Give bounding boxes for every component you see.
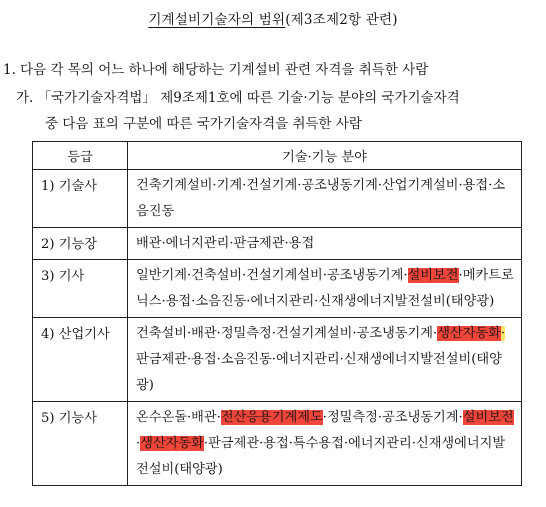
field-cell <box>128 170 522 228</box>
table-row <box>33 170 522 228</box>
qualification-table <box>32 141 522 486</box>
field-cell <box>128 402 522 486</box>
field-text: · <box>136 436 141 451</box>
document-title <box>0 8 546 28</box>
table-row <box>33 402 522 486</box>
header-grade: 등급 <box>33 142 128 170</box>
grade-cell: 4) 산업기사 <box>33 318 128 402</box>
highlighted-field: 설비보전 <box>462 410 514 425</box>
table-row <box>33 318 522 402</box>
field-text: 건축설비·배관·정밀측정·건설기계설비·공조냉동기계· <box>136 326 438 341</box>
table-row <box>33 228 522 260</box>
item-1a-line1: 가. 「국가기술자격법」 제9조제1호에 따른 기술·기능 분야의 국가기술자격 <box>16 90 460 106</box>
field-text: 판금제관·용접·소음진동·에너지관리·신재생에너지발전설비(태양광) <box>136 352 502 393</box>
table-row <box>33 260 522 318</box>
field-text: 일반기계·건축설비·건설기계설비·공조냉동기계· <box>136 268 408 283</box>
highlighted-field: · <box>500 326 506 341</box>
item-1: 1. 다음 각 목의 어느 하나에 해당하는 기계설비 관련 자격을 취득한 사람 <box>3 62 429 78</box>
field-cell <box>128 318 522 402</box>
highlighted-field: 생산자동화 <box>437 326 501 341</box>
item-1a-line2: 중 다음 표의 구분에 따른 국가기술자격을 취득한 사람 <box>45 116 362 132</box>
highlighted-field: 생산자동화 <box>140 436 204 451</box>
field-text: 온수온돌·배관· <box>136 410 221 425</box>
field-text: 배관·에너지관리·판금제관·용접 <box>136 236 315 251</box>
field-text: 건축기계설비·기계·건설기계·공조냉동기계·산업기계설비·용접·소음진동 <box>136 178 506 219</box>
grade-cell: 3) 기사 <box>33 260 128 318</box>
grade-cell: 2) 기능장 <box>33 228 128 260</box>
field-text: ·메카트로닉스·용접·소음진동·에너지관리·신재생에너지발전설비(태양광) <box>136 268 514 309</box>
field-cell <box>128 228 522 260</box>
highlighted-field: 전산응용기계제도 <box>220 410 323 425</box>
field-text: ·판금제관·용접·특수용접·에너지관리·신재생에너지발전설비(태양광) <box>136 436 506 477</box>
title-underlined: 기계설비기술자의 범위 <box>148 12 286 28</box>
title-suffix: (제3조제2항 관련) <box>285 12 398 28</box>
header-field: 기술·기능 분야 <box>128 142 522 170</box>
table-header-row <box>33 142 522 170</box>
highlighted-field: 설비보전 <box>407 268 459 283</box>
grade-cell: 1) 기술사 <box>33 170 128 228</box>
grade-cell: 5) 기능사 <box>33 402 128 486</box>
field-cell <box>128 260 522 318</box>
field-text: ·정밀측정·공조냉동기계· <box>322 410 463 425</box>
table-body <box>33 170 522 486</box>
